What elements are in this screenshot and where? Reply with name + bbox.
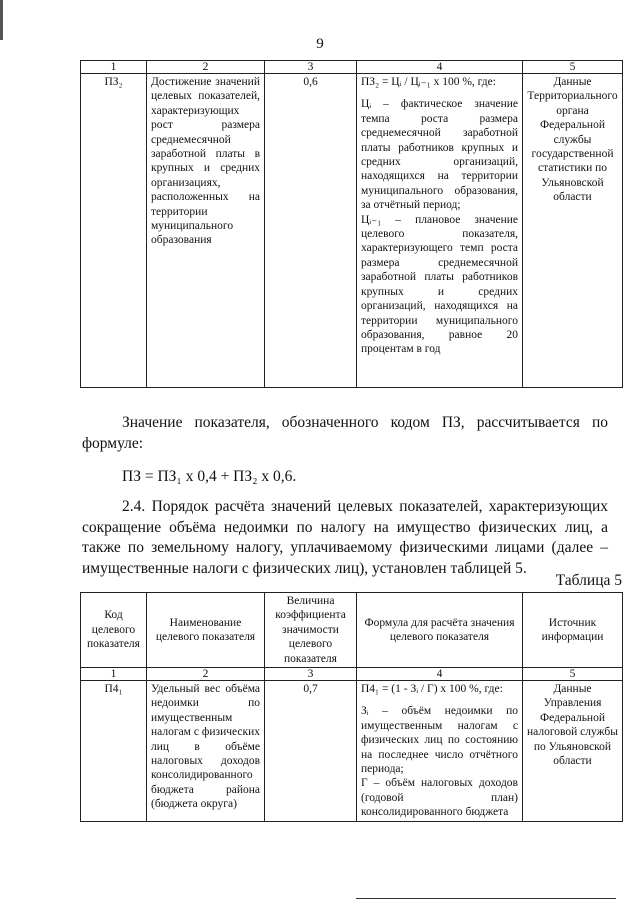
table-header-row <box>81 593 623 668</box>
page-number: 9 <box>316 36 324 52</box>
information-source: Данные Территориального органа Федеральной службы государственной статистики по Ульяновской области <box>523 74 623 388</box>
header-formula: Формула для расчёта значения целевого показателя <box>357 593 523 668</box>
scan-edge-mark <box>0 0 3 40</box>
header-coefficient: Величина коэффициента значимости целевого показателя <box>265 593 357 668</box>
paragraph-indicator-value: Значение показателя, обозначенного кодом ПЗ, рассчитывается по формуле: <box>82 414 608 452</box>
table-4-continued <box>80 60 623 388</box>
indicator-name: Достижение значений целевых показателей, характеризующих рост размера среднемесячной заработной платы в крупных и средних организациях, расположенных на территории муниципального образования <box>147 74 265 388</box>
column-number-row <box>81 668 623 681</box>
col-num-5: 5 <box>523 61 623 74</box>
header-source: Источник информации <box>523 593 623 668</box>
col-num-1: 1 <box>81 668 147 681</box>
col-num-2: 2 <box>147 61 265 74</box>
formula-definition-1: Цᵢ – фактическое значение темпа роста размера среднемесячной заработной платы работников крупных и средних организаций, находящихся на территории муниципального образования, за отчётный период; <box>361 98 518 212</box>
significance-coefficient: 0,7 <box>265 681 357 822</box>
col-num-2: 2 <box>147 668 265 681</box>
indicator-code: П4₁ <box>81 681 147 822</box>
header-name: Наименование целевого показателя <box>147 593 265 668</box>
formula-definition-2: Цᵢ₋₁ – плановое значение целевого показателя, характеризующего темп роста размера среднемесячной заработной платы работников крупных и средних организаций, находящихся на территории муниципального образования, равное 20 процентам в год <box>361 213 518 356</box>
calculation-formula <box>357 74 523 388</box>
table-caption: Таблица 5 <box>555 572 622 589</box>
indicator-code: ПЗ₂ <box>81 74 147 388</box>
formula-main: П4₁ = (1 - Зᵢ / Г) х 100 %, где: <box>361 683 503 696</box>
table-5 <box>80 592 623 822</box>
formula-definition-2: Г – объём налоговых доходов (годовой план) консолидированного бюджета <box>361 777 518 819</box>
significance-coefficient: 0,6 <box>265 74 357 388</box>
col-num-3: 3 <box>265 668 357 681</box>
col-num-4: 4 <box>357 61 523 74</box>
table-row <box>81 681 623 822</box>
col-num-4: 4 <box>357 668 523 681</box>
scan-bottom-line <box>356 898 616 899</box>
formula-main: ПЗ₂ = Цᵢ / Цᵢ₋₁ х 100 %, где: <box>361 76 496 88</box>
indicator-name: Удельный вес объёма недоимки по имущественным налогам с физических лиц в объёме налоговых доходов консолидированного бюджета района (бюджета округа) <box>147 681 265 822</box>
paragraph-2-4: 2.4. Порядок расчёта значений целевых показателей, характеризующих сокращение объёма недоимки по налогу на имущество физических лиц, а также по земельному налогу, уплачиваемому физическими лицами (далее – имущественные налоги с физических лиц), установлен таблицей 5. <box>82 498 608 577</box>
formula-definition-1: Зᵢ – объём недоимки по имущественным налогам с физических лиц по состоянию на последнее число отчётного периода; <box>361 705 518 776</box>
header-code: Код целевого показателя <box>81 593 147 668</box>
col-num-5: 5 <box>523 668 623 681</box>
column-number-row <box>81 61 623 74</box>
col-num-3: 3 <box>265 61 357 74</box>
table-row <box>81 74 623 388</box>
calculation-formula <box>357 681 523 822</box>
col-num-1: 1 <box>81 61 147 74</box>
information-source: Данные Управления Федеральной налоговой службы по Ульяновской области <box>523 681 623 822</box>
formula-pz: ПЗ = ПЗ₁ х 0,4 + ПЗ₂ х 0,6. <box>122 468 297 485</box>
